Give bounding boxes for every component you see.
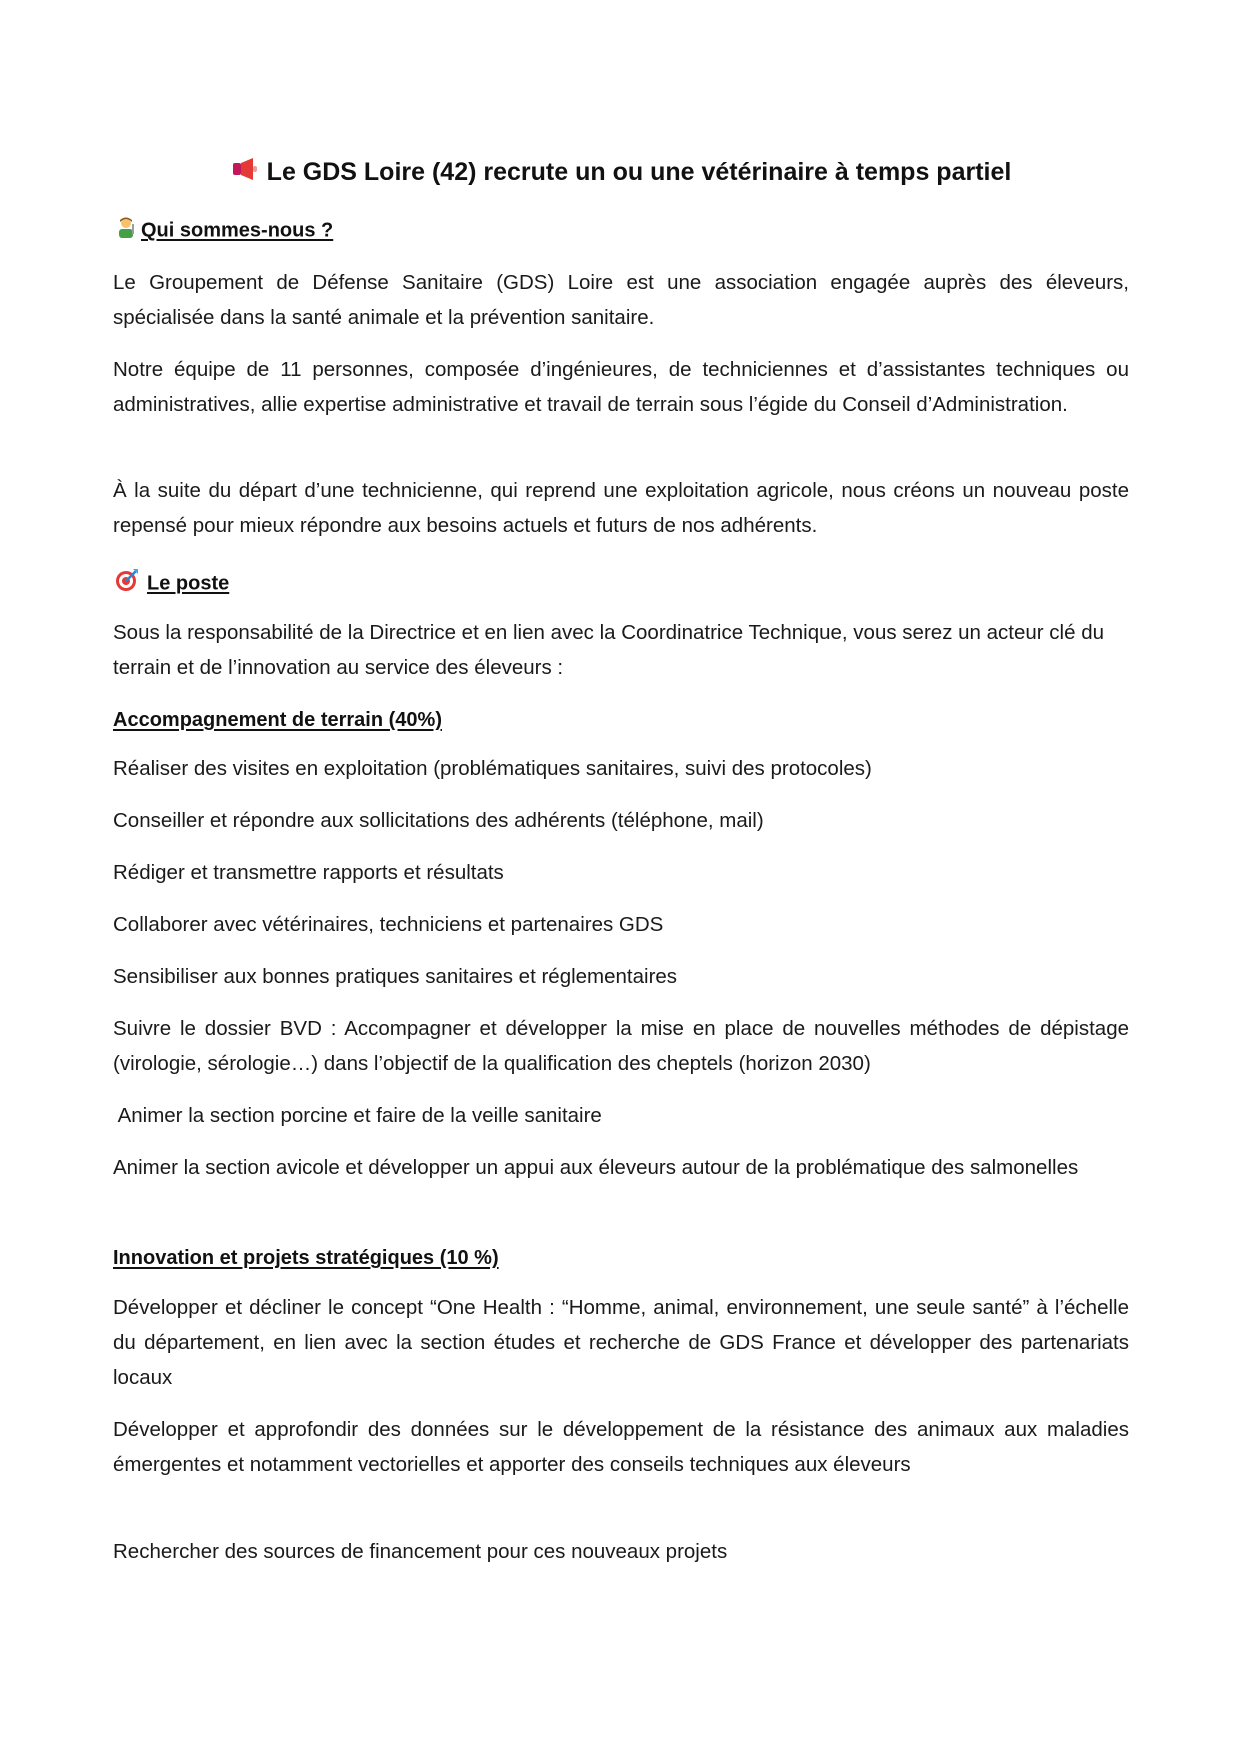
list-item: Suivre le dossier BVD : Accompagner et développer la mise en place de nouvelles méthodes de dépistage (virologie, sérologie…) dans l’objectif de la qualification des cheptels (horizon 2030) [113, 1017, 1129, 1075]
list-item: Animer la section avicole et développer un appui aux éleveurs autour de la problématique des salmonelles [113, 1156, 1079, 1179]
paragraph-post-intro: Sous la responsabilité de la Directrice et en lien avec la Coordinatrice Technique, vous serez un acteur clé du terrain et de l’innovation au service des éleveurs : [113, 621, 1105, 679]
heading-text: Le poste [147, 572, 230, 595]
list-item: Animer la section porcine et faire de la veille sanitaire [113, 1104, 602, 1127]
paragraph-intro: Le Groupement de Défense Sanitaire (GDS) Loire est une association engagée auprès des éleveurs, spécialisée dans la santé animale et la prévention sanitaire. [113, 271, 1129, 329]
subheading-innovation: Innovation et projets stratégiques (10 %) [113, 1247, 499, 1269]
page-title [113, 155, 1129, 190]
section-heading-post [115, 568, 229, 600]
list-item: Collaborer avec vétérinaires, techniciens et partenaires GDS [113, 913, 664, 936]
list-item: Développer et décliner le concept “One Health : “Homme, animal, environnement, une seule santé” à l’échelle du département, en lien avec la section études et recherche de GDS France et développer des partenariats locaux [113, 1296, 1129, 1389]
list-item: Réaliser des visites en exploitation (problématiques sanitaires, suivi des protocoles) [113, 757, 872, 780]
farmer-icon [115, 216, 137, 246]
paragraph-new-post: À la suite du départ d’une technicienne, qui reprend une exploitation agricole, nous créons un nouveau poste repensé pour mieux répondre aux besoins actuels et futurs de nos adhérents. [113, 479, 1129, 537]
section-heading-who [115, 216, 333, 246]
paragraph-team: Notre équipe de 11 personnes, composée d’ingénieures, de techniciennes et d’assistantes techniques ou administratives, allie expertise administrative et travail de terrain sous l’égide du Conseil d’Administration. [113, 358, 1129, 416]
heading-text: Qui sommes-nous ? [141, 219, 334, 242]
target-icon [115, 568, 139, 600]
list-item: Sensibiliser aux bonnes pratiques sanitaires et réglementaires [113, 965, 678, 988]
list-item: Développer et approfondir des données sur le développement de la résistance des animaux aux maladies émergentes et notamment vectorielles et apporter des conseils techniques aux éleveurs [113, 1418, 1129, 1476]
subheading-field: Accompagnement de terrain (40%) [113, 709, 442, 731]
megaphone-icon [231, 156, 261, 190]
list-item: Rechercher des sources de financement pour ces nouveaux projets [113, 1540, 728, 1563]
list-item: Rédiger et transmettre rapports et résultats [113, 861, 504, 884]
title-text: Le GDS Loire (42) recrute un ou une vétérinaire à temps partiel [266, 158, 1012, 186]
list-item: Conseiller et répondre aux sollicitations des adhérents (téléphone, mail) [113, 809, 764, 832]
